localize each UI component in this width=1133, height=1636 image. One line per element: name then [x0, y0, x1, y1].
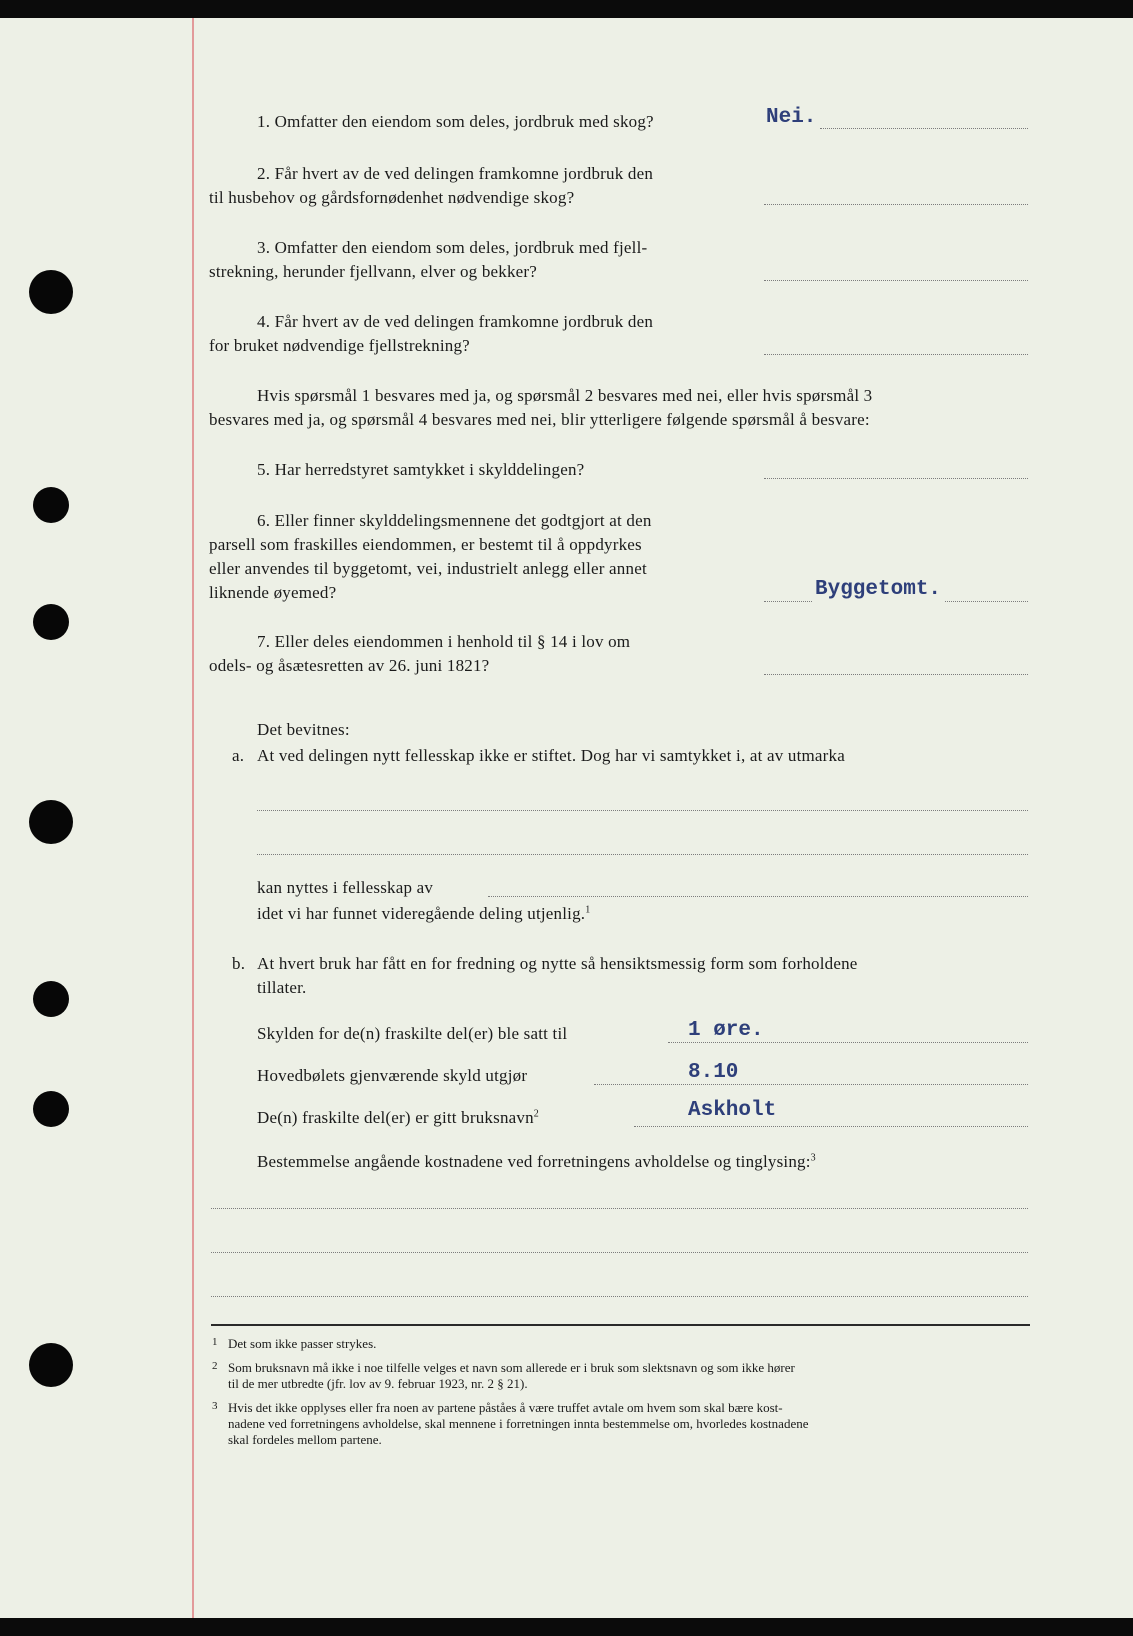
answer-line	[764, 674, 1028, 675]
question-number: 2.	[257, 164, 271, 183]
binder-hole	[29, 1343, 73, 1387]
answer-line	[764, 280, 1028, 281]
footnote-ref: 3	[810, 1152, 816, 1164]
question-text: Får hvert av de ved delingen framkomne jordbruk den	[274, 164, 654, 183]
item-a-further-text: idet vi har funnet videregående deling utjenlig.	[257, 904, 586, 923]
binder-hole	[29, 270, 73, 314]
item-a-label: a.	[232, 746, 245, 765]
question-text: Har herredstyret samtykket i skylddelingen?	[274, 460, 585, 479]
question-number: 5.	[257, 460, 271, 479]
question-text: Omfatter den eiendom som deles, jordbruk med fjell-	[274, 238, 648, 257]
item-b-label: b.	[232, 954, 246, 973]
question-6-line4: liknende øyemed?	[209, 583, 337, 602]
conditional-line2: besvares med ja, og spørsmål 4 besvares med nei, blir ytterligere følgende spørsmål å besvare:	[209, 410, 870, 429]
question-7	[257, 630, 630, 654]
skyld-label: Skylden for de(n) fraskilte del(er) ble satt til	[257, 1024, 568, 1043]
footnote-number: 1	[212, 1336, 218, 1348]
footnote-ref: 2	[533, 1108, 539, 1120]
value-line	[594, 1084, 1028, 1085]
answer-line	[764, 354, 1028, 355]
item-b-line2: tillater.	[257, 978, 307, 997]
footnote-ref: 1	[585, 904, 591, 916]
kost-label-text: Bestemmelse angående kostnadene ved forretningens avholdelse og tinglysing:	[257, 1152, 811, 1171]
fill-line	[257, 854, 1028, 855]
fill-line	[211, 1296, 1028, 1297]
kost-label	[257, 1150, 816, 1174]
question-3-line2: strekning, herunder fjellvann, elver og bekker?	[209, 262, 538, 281]
question-text: Får hvert av de ved delingen framkomne jordbruk den	[274, 312, 654, 331]
fill-line	[257, 810, 1028, 811]
question-text: Omfatter den eiendom som deles, jordbruk med skog?	[274, 112, 654, 131]
answer-1: Nei.	[766, 106, 817, 129]
footnote-2-line2: til de mer utbredte (jfr. lov av 9. februar 1923, nr. 2 § 21).	[228, 1376, 528, 1391]
conditional-line1: Hvis spørsmål 1 besvares med ja, og spørsmål 2 besvares med nei, eller hvis spørsmål 3	[257, 386, 873, 405]
answer-6: Byggetomt.	[812, 577, 944, 603]
question-6	[257, 509, 652, 533]
fill-line	[488, 896, 1028, 897]
hoved-value: 8.10	[688, 1061, 739, 1084]
hoved-label: Hovedbølets gjenværende skyld utgjør	[257, 1066, 528, 1085]
question-6-line2: parsell som fraskilles eiendommen, er bestemt til å oppdyrkes	[209, 535, 642, 554]
document-page	[0, 18, 1133, 1618]
question-7-line2: odels- og åsætesretten av 26. juni 1821?	[209, 656, 490, 675]
footnote-number: 3	[212, 1400, 218, 1412]
question-number: 4.	[257, 312, 271, 331]
footnote-2-line1: Som bruksnavn må ikke i noe tilfelle velges et navn som allerede er i bruk som slektsnavn og som ikke hører	[228, 1360, 795, 1375]
binder-hole	[33, 1091, 69, 1127]
question-text: Eller finner skylddelingsmennene det godtgjort at den	[274, 511, 652, 530]
navn-label	[257, 1106, 539, 1130]
question-4-line2: for bruket nødvendige fjellstrekning?	[209, 336, 470, 355]
binder-hole	[33, 487, 69, 523]
question-2	[257, 162, 653, 186]
item-a-further	[257, 902, 590, 926]
footnote-1: Det som ikke passer strykes.	[228, 1336, 377, 1351]
question-1	[257, 110, 654, 134]
footnote-3-line3: skal fordeles mellom partene.	[228, 1432, 382, 1447]
question-3	[257, 236, 647, 260]
question-text: Eller deles eiendommen i henhold til § 14 i lov om	[274, 632, 631, 651]
binder-hole	[29, 800, 73, 844]
value-line	[634, 1126, 1028, 1127]
footnote-number: 2	[212, 1360, 218, 1372]
answer-line	[764, 478, 1028, 479]
item-a-text: At ved delingen nytt fellesskap ikke er stiftet. Dog har vi samtykket i, at av utmarka	[257, 746, 845, 765]
footnote-3-line1: Hvis det ikke opplyses eller fra noen av partene påståes å være truffet avtale om hvem som skal bære kost-	[228, 1400, 783, 1415]
question-number: 1.	[257, 112, 271, 131]
skyld-value: 1 øre.	[688, 1019, 764, 1042]
item-a-common: kan nyttes i fellesskap av	[257, 878, 434, 897]
testimony-heading: Det bevitnes:	[257, 720, 350, 739]
footnote-3-line2: nadene ved forretningens avholdelse, skal mennene i forretningen innta bestemmelse om, hvorledes kostnadene	[228, 1416, 809, 1431]
binder-hole	[33, 981, 69, 1017]
question-6-line3: eller anvendes til byggetomt, vei, industrielt anlegg eller annet	[209, 559, 647, 578]
question-2-line2: til husbehov og gårdsfornødenhet nødvendige skog?	[209, 188, 575, 207]
margin-line	[192, 18, 194, 1618]
item-b-line1: At hvert bruk har fått en for fredning og nytte så hensiktsmessig form som forholdene	[257, 954, 858, 973]
navn-label-text: De(n) fraskilte del(er) er gitt bruksnavn	[257, 1108, 534, 1127]
question-number: 7.	[257, 632, 271, 651]
question-number: 6.	[257, 511, 271, 530]
answer-line	[764, 204, 1028, 205]
question-5	[257, 458, 584, 482]
question-number: 3.	[257, 238, 271, 257]
answer-line	[820, 128, 1028, 129]
fill-line	[211, 1252, 1028, 1253]
footnote-rule	[211, 1324, 1030, 1326]
binder-hole	[33, 604, 69, 640]
fill-line	[211, 1208, 1028, 1209]
navn-value: Askholt	[688, 1099, 777, 1122]
question-4	[257, 310, 653, 334]
